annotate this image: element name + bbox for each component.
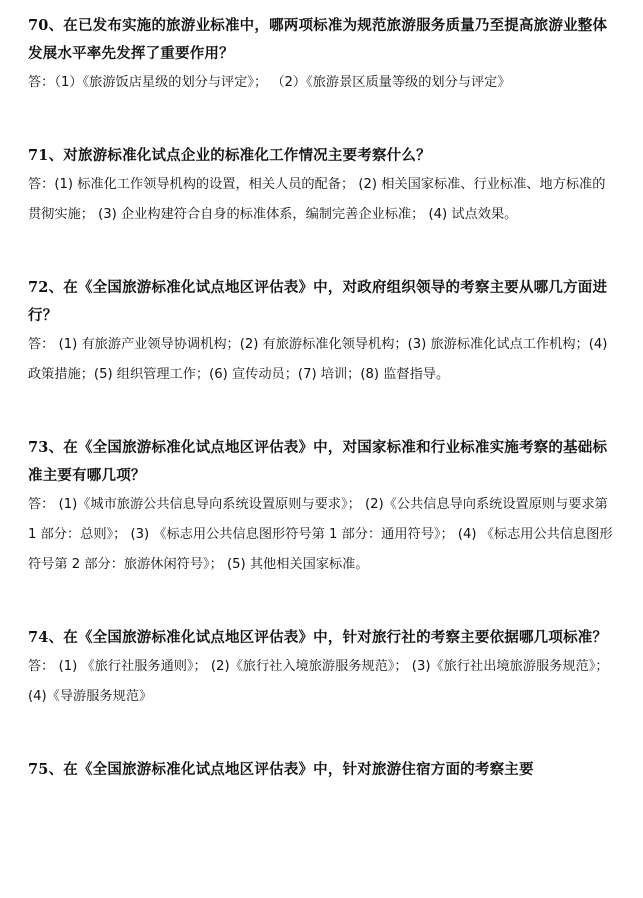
question-72: 72、在《全国旅游标准化试点地区评估表》中，对政府组织领导的考察主要从哪几方面进行？	[28, 279, 608, 324]
qa-item-71	[28, 142, 613, 230]
question-71: 71、对旅游标准化试点企业的标准化工作情况主要考察什么？	[28, 147, 431, 164]
qa-item-75	[28, 756, 613, 784]
answer-73: 答： (1)《城市旅游公共信息导向系统设置原则与要求》； (2)《公共信息导向系统设置原则与要求第 1 部分：总则》； (3) 《标志用公共信息图形符号第 1 部分：通用符号》； (4) 《标志用公共信息图形符号第 2 部分：旅游休闲符号》； (5) 其他相关国家标准。	[28, 497, 613, 572]
qa-item-74	[28, 624, 613, 712]
answer-72: 答： (1) 有旅游产业领导协调机构；(2) 有旅游标准化领导机构；(3) 旅游标准化试点工作机构；(4) 政策措施；(5) 组织管理工作；(6) 宣传动员；(7) 培训；(8) 监督指导。	[28, 337, 608, 382]
qa-item-70	[28, 12, 613, 98]
question-75: 75、在《全国旅游标准化试点地区评估表》中，针对旅游住宿方面的考察主要	[28, 761, 534, 778]
question-74: 74、在《全国旅游标准化试点地区评估表》中，针对旅行社的考察主要依据哪几项标准？	[28, 629, 608, 646]
document-page	[28, 12, 613, 784]
answer-70: 答：（1）《旅游饭店星级的划分与评定》； （2）《旅游景区质量等级的划分与评定》	[28, 75, 511, 90]
qa-item-72	[28, 274, 613, 390]
answer-74: 答： (1) 《旅行社服务通则》； (2)《旅行社入境旅游服务规范》； (3)《旅行社出境旅游服务规范》； (4)《导游服务规范》	[28, 659, 609, 704]
qa-item-73	[28, 434, 613, 580]
question-73: 73、在《全国旅游标准化试点地区评估表》中，对国家标准和行业标准实施考察的基础标准主要有哪几项？	[28, 439, 608, 484]
question-70: 70、在已发布实施的旅游业标准中，哪两项标准为规范旅游服务质量乃至提高旅游业整体发展水平率先发挥了重要作用？	[28, 17, 608, 62]
answer-71: 答：(1) 标准化工作领导机构的设置，相关人员的配备； (2) 相关国家标准、行业标准、地方标准的贯彻实施； (3) 企业构建符合自身的标准体系，编制完善企业标准； (4) 试点效果。	[28, 177, 606, 222]
